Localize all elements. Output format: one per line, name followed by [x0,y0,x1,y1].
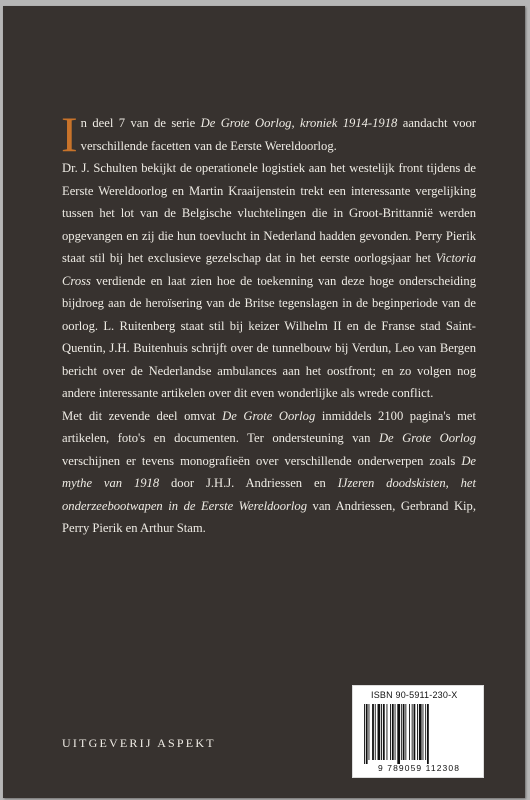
blurb-text-span: verdiende en laat zien hoe de toekenning van deze hoge onderscheiding bijdroeg aan de heroïsering van de Britse tegenslagen in de beginperiode van de oorlog. L. Ruitenberg staat stil bij keizer Wilhelm II en de Franse stad Saint-Quentin, J.H. Buitenhuis schrijft over de tunnelbouw bij Verdun, Leo van Bergen bericht over de Nederlandse ambulances aan het oostfront; en zo volgen nog andere interessante artikelen over dit even wonderlijke als wrede conflict. [62,273,476,400]
drop-cap: I [61,106,78,162]
isbn-text: ISBN 90-5911-230-X [371,690,458,700]
book-title-italic: De Grote Oorlog [378,431,477,445]
barcode-digits: 9 789059 112308 [377,763,461,773]
barcode-bar [381,704,382,760]
barcode-label [352,685,484,778]
blurb-paragraph-3 [62,405,476,540]
blurb-paragraph-2 [62,157,476,405]
barcode-bar [409,704,410,760]
blurb-text-span: door J.H.J. Andriessen en [159,476,338,490]
blurb-text-span: Dr. J. Schulten bekijkt de operationele logistiek aan het westelijk front tijdens de Eerste Wereldoorlog en Martin Kraaijenstein trekt een interessante vergelijking tussen het lot van de Belgische vluchtelingen die in Groot-Brittannië werden opgevangen en zij die hun toevlucht in Nederland hadden gevonden. Perry Pierik staat stil bij het exclusieve gezelschap dat in het eerste oorlogsjaar het [62,161,476,265]
barcode-bar [425,704,426,760]
book-title-italic: IJzeren doodskisten, het onderzeebootwapen in de Eerste Wereldoorlog [62,476,476,513]
barcode-bar [417,704,418,760]
barcode-bar [427,704,429,764]
barcode-bar [419,704,422,760]
blurb-text-span: aandacht voor verschillende facetten van de Eerste Wereldoorlog. [80,116,476,153]
barcode-bar [397,704,400,764]
barcode-bar [401,704,402,760]
barcode-bar [412,704,413,760]
barcode-bar [366,704,368,764]
barcode-bar [383,704,385,760]
barcode-bar [405,704,406,760]
barcode-icon [363,704,475,764]
barcode-bar [414,704,416,760]
blurb-text-span: verschijnen er tevens monografieën over verschillende onderwerpen zoals [62,453,462,468]
book-title-italic: De Grote Oorlog [222,408,316,423]
barcode-bar [387,704,388,760]
blurb-text [61,106,477,540]
barcode-bar [423,704,424,760]
victoria-cross-italic: Victoria Cross [62,251,476,288]
blurb-paragraph-1 [61,106,476,162]
book-title-italic: De mythe van 1918 [62,453,476,490]
barcode-bar [403,704,405,760]
barcode-bar [364,704,365,764]
barcode-bar [375,704,376,760]
barcode-bar [390,704,391,760]
barcode-bar [392,704,394,760]
blurb-text-span: n deel 7 van de serie [80,116,201,130]
barcode-bar [372,704,374,760]
blurb-text-span: van Andriessen, Gerbrand Kip, Perry Pierik en Arthur Stam. [62,498,476,535]
barcode-bar [395,704,396,760]
publisher-name: UITGEVERIJ ASPEKT [62,736,216,750]
barcode-bar [378,704,381,760]
barcode-bar [369,704,370,760]
blurb-text-span: inmiddels 2100 pagina's met artikelen, foto's en documenten. Ter ondersteuning van [62,408,476,445]
blurb-text-span: Met dit zevende deel omvat [62,408,223,423]
series-title: De Grote Oorlog, kroniek 1914-1918 [200,116,398,130]
